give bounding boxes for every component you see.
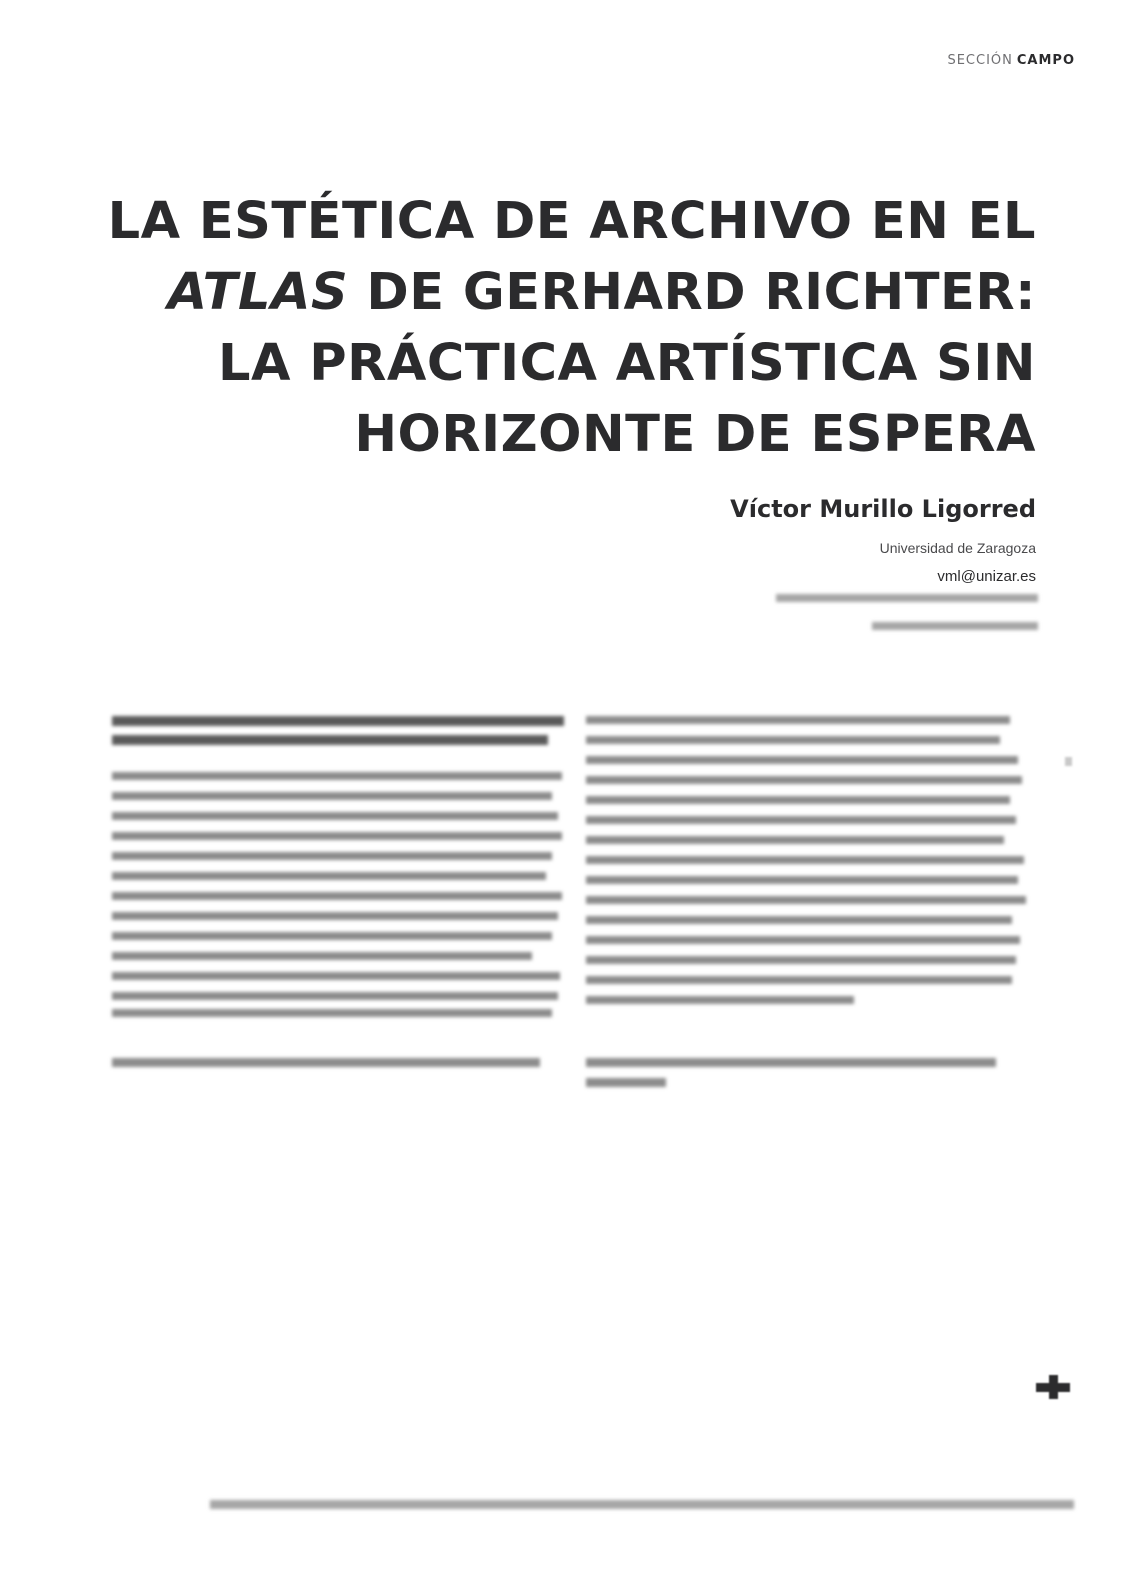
title-atlas-italic: ATLAS [167, 263, 349, 322]
title-line-3: LA PRÁCTICA ARTÍSTICA SIN [218, 334, 1036, 393]
author-affiliation: Universidad de Zaragoza [879, 540, 1036, 556]
cross-mark-icon [1036, 1375, 1070, 1399]
section-label-name: CAMPO [1016, 53, 1075, 68]
title-line-1: LA ESTÉTICA DE ARCHIVO EN EL [107, 192, 1036, 251]
title-line-4: HORIZONTE DE ESPERA [354, 405, 1036, 464]
section-label-prefix: SECCIÓN [947, 53, 1013, 68]
title-line-2 [96, 257, 1036, 328]
author-name: Víctor Murillo Ligorred [730, 495, 1036, 523]
article-title [96, 186, 1036, 470]
margin-marker [1065, 757, 1072, 766]
section-label [947, 53, 1075, 68]
author-email[interactable]: vml@unizar.es [937, 568, 1036, 585]
title-line-2-rest: DE GERHARD RICHTER: [348, 263, 1036, 322]
